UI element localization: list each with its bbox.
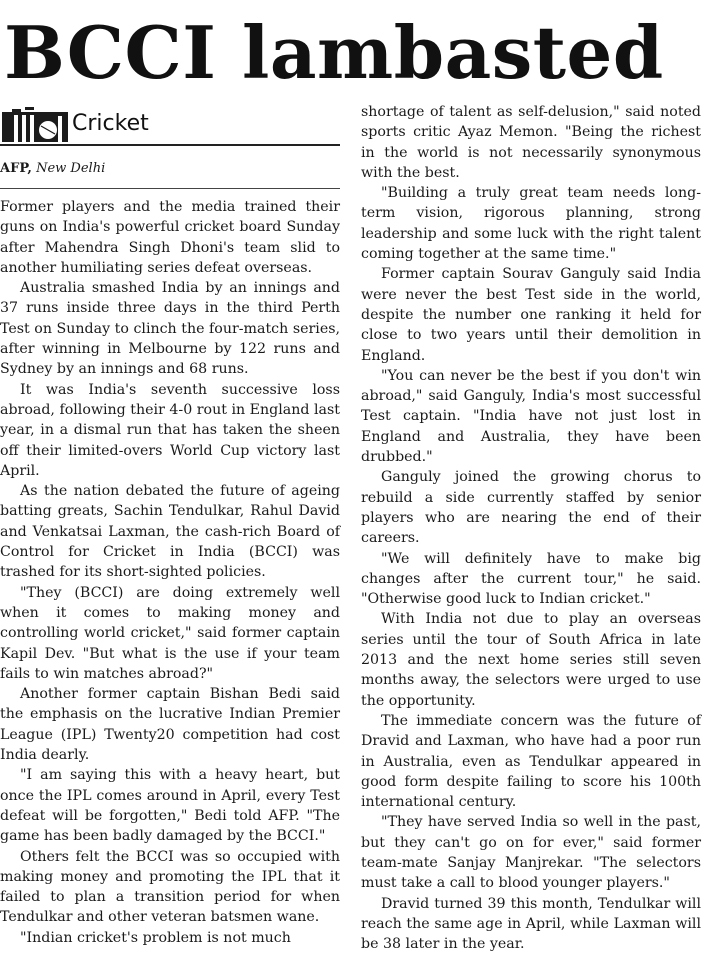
section-label: Cricket bbox=[72, 111, 149, 136]
left-column bbox=[0, 104, 340, 948]
paragraph: Former players and the media trained their guns on India's powerful cricket board Sunday after Mahendra Singh Dhoni's team slid to another humiliating series defeat overseas. bbox=[0, 199, 340, 276]
paragraph: Former captain Sourav Ganguly said India were never the best Test side in the world, despite the number one ranking it held for close to two years until their demolition in England. bbox=[361, 266, 701, 364]
section-header bbox=[0, 104, 340, 146]
byline-rule bbox=[0, 188, 340, 189]
paragraph: "You can never be the best if you don't win abroad," said Ganguly, India's most successful Test captain. "India have not just lost in England and Australia, they have been drubbed." bbox=[361, 367, 701, 466]
paragraph: Australia smashed India by an innings and 37 runs inside three days in the third Perth Test on Sunday to clinch the four-match series, after winning in Melbourne by 122 runs and Sydney by an innings and 68 runs. bbox=[0, 280, 340, 378]
paragraph: shortage of talent as self-delusion," said noted sports critic Ayaz Memon. "Being the richest in the world is not necessarily synonymous with the best. bbox=[361, 104, 701, 181]
paragraph: It was India's seventh successive loss abroad, following their 4-0 rout in England last year, in a dismal run that has taken the sheen off their limited-overs World Cup victory last April. bbox=[0, 381, 340, 479]
paragraph: "Indian cricket's problem is not much bbox=[20, 929, 291, 946]
section-rule bbox=[0, 144, 340, 146]
paragraph: Dravid turned 39 this month, Tendulkar will reach the same age in April, while Laxman will be 38 later in the year. bbox=[361, 895, 701, 953]
byline-place: New Delhi bbox=[36, 161, 106, 176]
paragraph: "They have served India so well in the past, but they can't go on for ever," said former team-mate Sanjay Manjrekar. "The selectors must take a call to blood younger players." bbox=[361, 814, 701, 892]
paragraph: Ganguly joined the growing chorus to rebuild a side currently staffed by senior players who are nearing the end of their careers. bbox=[361, 469, 701, 547]
paragraph: "I am saying this with a heavy heart, but once the IPL comes around in April, every Test defeat will be forgotten," Bedi told AFP. "The game has been badly damaged by the BCCI." bbox=[0, 767, 340, 845]
paragraph: The immediate concern was the future of Dravid and Laxman, who have had a poor run in Australia, even as Tendulkar appeared in good form despite failing to score his 100th international century. bbox=[361, 712, 701, 811]
paragraph: As the nation debated the future of ageing batting greats, Sachin Tendulkar, Rahul David and Venkatsai Laxman, the cash-rich Board of Control for Cricket in India (BCCI) was trashed for its short-sighted policies. bbox=[0, 483, 340, 581]
byline-agency: AFP, bbox=[0, 161, 32, 176]
paragraph: Others felt the BCCI was so occupied with making money and promoting the IPL that it failed to plan a transition period for when Tendulkar and other veteran batsmen wane. bbox=[0, 848, 340, 926]
paragraph: "Building a truly great team needs long-term vision, rigorous planning, strong leadership and some luck with the right talent coming together at the same time." bbox=[361, 185, 701, 263]
paragraph: Another former captain Bishan Bedi said the emphasis on the lucrative Indian Premier League (IPL) Twenty20 competition had cost India dearly. bbox=[0, 686, 340, 764]
paragraph: With India not due to play an overseas series until the tour of South Africa in late 2013 and the next home series still seven months away, the selectors were urged to use the opportunity. bbox=[361, 611, 701, 709]
right-column bbox=[361, 102, 701, 954]
headline: BCCI lambasted bbox=[4, 10, 664, 95]
paragraph: "They (BCCI) are doing extremely well when it comes to making money and controlling world cricket," said former captain Kapil Dev. "But what is the use if your team fails to win matches abroad?" bbox=[0, 584, 340, 682]
byline bbox=[0, 160, 340, 178]
paragraph: "We will definitely have to make big changes after the current tour," he said. "Otherwise good luck to Indian cricket." bbox=[361, 550, 701, 608]
cricket-stumps-ball-icon bbox=[0, 106, 70, 142]
